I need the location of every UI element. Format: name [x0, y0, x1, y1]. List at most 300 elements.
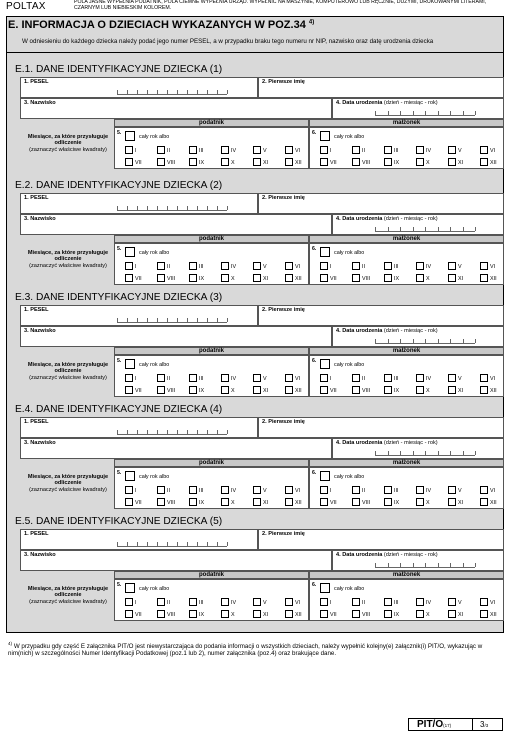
- surname-field[interactable]: [20, 98, 332, 119]
- month-checkbox[interactable]: [253, 386, 261, 394]
- digit-tick: [450, 227, 451, 231]
- month-checkbox[interactable]: [416, 610, 424, 618]
- digit-tick: [197, 318, 198, 322]
- month-checkbox[interactable]: [384, 274, 392, 282]
- whole-year-checkbox[interactable]: [320, 471, 330, 481]
- month-checkbox[interactable]: [189, 386, 197, 394]
- podatnik-months: [114, 579, 309, 621]
- digit-tick: [388, 563, 389, 567]
- month-checkbox[interactable]: [416, 158, 424, 166]
- month-checkbox[interactable]: [384, 486, 392, 494]
- first-name-label: 2. Pierwsze imię: [262, 307, 305, 313]
- digit-tick: [450, 563, 451, 567]
- month-label: V: [458, 600, 462, 606]
- digit-tick: [117, 318, 118, 322]
- digit-tick: [475, 227, 476, 231]
- month-checkbox[interactable]: [285, 146, 293, 154]
- month-label: III: [199, 488, 204, 494]
- month-checkbox[interactable]: [253, 262, 261, 270]
- digit-tick: [117, 542, 118, 546]
- podatnik-header: podatnik: [114, 347, 309, 355]
- whole-year-label: cały rok albo: [334, 362, 365, 368]
- surname-label: 3. Nazwisko: [24, 100, 56, 106]
- malzonek-months: [309, 467, 504, 509]
- month-checkbox[interactable]: [416, 598, 424, 606]
- month-label: VII: [135, 500, 142, 506]
- months-row-second-half: [310, 273, 505, 283]
- digit-tick: [137, 90, 138, 94]
- month-checkbox[interactable]: [253, 274, 261, 282]
- month-checkbox[interactable]: [320, 610, 328, 618]
- month-checkbox[interactable]: [189, 374, 197, 382]
- month-checkbox[interactable]: [253, 598, 261, 606]
- month-checkbox[interactable]: [480, 374, 488, 382]
- month-checkbox[interactable]: [352, 262, 360, 270]
- podatnik-header: podatnik: [114, 571, 309, 579]
- month-checkbox[interactable]: [253, 146, 261, 154]
- months-row-second-half: [310, 157, 505, 167]
- first-name-field[interactable]: [258, 417, 504, 438]
- month-label: VII: [330, 276, 337, 282]
- month-label: I: [330, 600, 332, 606]
- month-label: IV: [231, 600, 237, 606]
- month-label: I: [135, 376, 137, 382]
- month-label: XII: [295, 500, 302, 506]
- first-name-field[interactable]: [258, 77, 504, 98]
- month-checkbox[interactable]: [384, 158, 392, 166]
- month-checkbox[interactable]: [384, 146, 392, 154]
- month-label: XII: [490, 388, 497, 394]
- child-block-2: [6, 180, 504, 289]
- month-label: IX: [199, 276, 205, 282]
- month-checkbox[interactable]: [157, 158, 165, 166]
- podatnik-months: [114, 127, 309, 169]
- month-checkbox[interactable]: [416, 146, 424, 154]
- pesel-field[interactable]: [20, 193, 258, 214]
- month-checkbox[interactable]: [384, 386, 392, 394]
- digit-tick: [375, 111, 376, 115]
- month-label: I: [330, 148, 332, 154]
- digit-tick: [167, 206, 168, 210]
- digit-tick: [450, 111, 451, 115]
- month-checkbox[interactable]: [253, 158, 261, 166]
- month-checkbox[interactable]: [125, 386, 133, 394]
- month-label: III: [199, 148, 204, 154]
- month-checkbox[interactable]: [352, 610, 360, 618]
- month-label: III: [394, 600, 399, 606]
- digit-tick: [227, 206, 228, 210]
- form-name: PIT/O(17): [417, 719, 452, 730]
- digit-tick: [388, 227, 389, 231]
- month-label: X: [426, 388, 430, 394]
- month-checkbox[interactable]: [352, 374, 360, 382]
- birth-date-field[interactable]: [332, 98, 504, 119]
- month-checkbox[interactable]: [253, 486, 261, 494]
- first-name-field[interactable]: [258, 529, 504, 550]
- months-label: Miesiące, za które przysługuje odliczenie (zaznaczyć właściwe kwadraty): [27, 586, 109, 605]
- month-checkbox[interactable]: [448, 610, 456, 618]
- month-label: III: [394, 488, 399, 494]
- whole-year-checkbox[interactable]: [320, 583, 330, 593]
- child-title: E.3. DANE IDENTYFIKACYJNE DZIECKA (3): [15, 292, 223, 303]
- months-row-first-half: [115, 597, 310, 607]
- month-label: IV: [426, 148, 432, 154]
- pesel-label: 1. PESEL: [24, 79, 49, 85]
- birth-date-label: 4. Data urodzenia (dzień - miesiąc - rok): [336, 216, 438, 222]
- month-checkbox[interactable]: [352, 598, 360, 606]
- month-label: X: [231, 500, 235, 506]
- month-checkbox[interactable]: [320, 262, 328, 270]
- month-checkbox[interactable]: [285, 158, 293, 166]
- surname-field[interactable]: [20, 326, 332, 347]
- month-checkbox[interactable]: [480, 486, 488, 494]
- month-checkbox[interactable]: [416, 498, 424, 506]
- malzonek-header: małżonek: [309, 571, 504, 579]
- whole-year-checkbox[interactable]: [125, 359, 135, 369]
- field-6-number: 6.: [312, 130, 317, 136]
- whole-year-label: cały rok albo: [334, 474, 365, 480]
- month-checkbox[interactable]: [416, 386, 424, 394]
- month-checkbox[interactable]: [189, 274, 197, 282]
- field-5-number: 5.: [117, 130, 122, 136]
- digit-tick: [463, 451, 464, 455]
- month-checkbox[interactable]: [125, 498, 133, 506]
- birth-date-label: 4. Data urodzenia (dzień - miesiąc - rok): [336, 328, 438, 334]
- month-checkbox[interactable]: [320, 598, 328, 606]
- month-checkbox[interactable]: [416, 274, 424, 282]
- month-label: XII: [490, 612, 497, 618]
- month-checkbox[interactable]: [157, 146, 165, 154]
- month-label: I: [330, 376, 332, 382]
- month-checkbox[interactable]: [384, 598, 392, 606]
- month-checkbox[interactable]: [384, 374, 392, 382]
- digit-tick: [463, 111, 464, 115]
- month-checkbox[interactable]: [189, 610, 197, 618]
- month-checkbox[interactable]: [448, 274, 456, 282]
- months-row-first-half: [310, 597, 505, 607]
- digit-tick: [177, 206, 178, 210]
- pesel-label: 1. PESEL: [24, 195, 49, 201]
- month-checkbox[interactable]: [157, 498, 165, 506]
- digit-tick: [127, 430, 128, 434]
- month-checkbox[interactable]: [448, 146, 456, 154]
- month-checkbox[interactable]: [320, 386, 328, 394]
- month-checkbox[interactable]: [189, 598, 197, 606]
- month-checkbox[interactable]: [221, 610, 229, 618]
- month-checkbox[interactable]: [384, 262, 392, 270]
- month-checkbox[interactable]: [285, 486, 293, 494]
- birth-date-label: 4. Data urodzenia (dzień - miesiąc - rok): [336, 440, 438, 446]
- month-label: IV: [426, 376, 432, 382]
- month-checkbox[interactable]: [416, 262, 424, 270]
- month-checkbox[interactable]: [320, 146, 328, 154]
- month-label: I: [330, 488, 332, 494]
- digit-tick: [438, 111, 439, 115]
- month-checkbox[interactable]: [125, 598, 133, 606]
- month-checkbox[interactable]: [157, 262, 165, 270]
- month-checkbox[interactable]: [448, 598, 456, 606]
- birth-date-field[interactable]: [332, 438, 504, 459]
- month-checkbox[interactable]: [253, 610, 261, 618]
- month-checkbox[interactable]: [221, 158, 229, 166]
- month-checkbox[interactable]: [189, 486, 197, 494]
- month-label: XII: [490, 276, 497, 282]
- month-checkbox[interactable]: [416, 486, 424, 494]
- digit-tick: [187, 90, 188, 94]
- month-checkbox[interactable]: [221, 146, 229, 154]
- digit-tick: [157, 542, 158, 546]
- whole-year-label: cały rok albo: [139, 586, 170, 592]
- month-checkbox[interactable]: [480, 274, 488, 282]
- surname-field[interactable]: [20, 214, 332, 235]
- month-checkbox[interactable]: [384, 498, 392, 506]
- month-checkbox[interactable]: [352, 146, 360, 154]
- month-checkbox[interactable]: [125, 610, 133, 618]
- podatnik-header: podatnik: [114, 235, 309, 243]
- digit-tick: [157, 430, 158, 434]
- month-label: III: [394, 148, 399, 154]
- month-label: IX: [199, 500, 205, 506]
- malzonek-header: małżonek: [309, 459, 504, 467]
- month-checkbox[interactable]: [157, 374, 165, 382]
- month-label: II: [167, 376, 170, 382]
- month-checkbox[interactable]: [285, 498, 293, 506]
- month-label: IX: [199, 388, 205, 394]
- month-label: XII: [295, 612, 302, 618]
- month-label: V: [263, 264, 267, 270]
- whole-year-checkbox[interactable]: [320, 247, 330, 257]
- digit-tick: [137, 430, 138, 434]
- month-checkbox[interactable]: [320, 158, 328, 166]
- month-checkbox[interactable]: [253, 374, 261, 382]
- month-label: XI: [263, 500, 269, 506]
- digit-tick: [157, 206, 158, 210]
- month-label: VIII: [167, 500, 176, 506]
- month-label: XI: [263, 388, 269, 394]
- month-label: V: [458, 488, 462, 494]
- month-checkbox[interactable]: [320, 486, 328, 494]
- month-checkbox[interactable]: [448, 158, 456, 166]
- months-row-first-half: [310, 261, 505, 271]
- first-name-field[interactable]: [258, 193, 504, 214]
- month-label: VI: [490, 600, 496, 606]
- month-label: X: [231, 160, 235, 166]
- month-checkbox[interactable]: [157, 598, 165, 606]
- month-checkbox[interactable]: [352, 158, 360, 166]
- month-checkbox[interactable]: [480, 610, 488, 618]
- month-checkbox[interactable]: [221, 374, 229, 382]
- birth-date-marks: [375, 563, 475, 568]
- month-checkbox[interactable]: [285, 374, 293, 382]
- pesel-field[interactable]: [20, 417, 258, 438]
- birth-date-field[interactable]: [332, 550, 504, 571]
- month-label: VII: [135, 276, 142, 282]
- months-label: Miesiące, za które przysługuje odliczenie (zaznaczyć właściwe kwadraty): [27, 250, 109, 269]
- month-checkbox[interactable]: [221, 598, 229, 606]
- field-6-number: 6.: [312, 358, 317, 364]
- top-bar: [0, 0, 510, 16]
- whole-year-checkbox[interactable]: [125, 583, 135, 593]
- month-checkbox[interactable]: [320, 374, 328, 382]
- month-label: II: [362, 264, 365, 270]
- month-label: XI: [458, 276, 464, 282]
- pesel-field[interactable]: [20, 529, 258, 550]
- month-checkbox[interactable]: [448, 262, 456, 270]
- surname-field[interactable]: [20, 438, 332, 459]
- month-checkbox[interactable]: [125, 158, 133, 166]
- digit-tick: [463, 339, 464, 343]
- month-checkbox[interactable]: [221, 498, 229, 506]
- digit-tick: [147, 430, 148, 434]
- digit-tick: [425, 339, 426, 343]
- digit-tick: [425, 563, 426, 567]
- month-label: I: [330, 264, 332, 270]
- birth-date-marks: [375, 451, 475, 456]
- digit-tick: [167, 542, 168, 546]
- month-checkbox[interactable]: [352, 386, 360, 394]
- month-checkbox[interactable]: [157, 386, 165, 394]
- month-label: IV: [231, 264, 237, 270]
- month-checkbox[interactable]: [125, 262, 133, 270]
- month-checkbox[interactable]: [320, 274, 328, 282]
- pesel-field[interactable]: [20, 305, 258, 326]
- month-checkbox[interactable]: [352, 486, 360, 494]
- whole-year-checkbox[interactable]: [320, 359, 330, 369]
- field-6-number: 6.: [312, 246, 317, 252]
- digit-tick: [117, 206, 118, 210]
- month-checkbox[interactable]: [448, 498, 456, 506]
- month-checkbox[interactable]: [189, 498, 197, 506]
- pesel-field[interactable]: [20, 77, 258, 98]
- months-row-second-half: [310, 385, 505, 395]
- podatnik-months: [114, 467, 309, 509]
- month-label: X: [231, 388, 235, 394]
- month-checkbox[interactable]: [157, 274, 165, 282]
- digit-tick: [425, 451, 426, 455]
- month-checkbox[interactable]: [384, 610, 392, 618]
- month-checkbox[interactable]: [189, 158, 197, 166]
- month-label: XI: [458, 160, 464, 166]
- malzonek-months: [309, 579, 504, 621]
- whole-year-label: cały rok albo: [139, 362, 170, 368]
- month-checkbox[interactable]: [448, 486, 456, 494]
- surname-field[interactable]: [20, 550, 332, 571]
- months-row-first-half: [310, 145, 505, 155]
- month-label: III: [199, 264, 204, 270]
- month-checkbox[interactable]: [480, 262, 488, 270]
- field-6-number: 6.: [312, 582, 317, 588]
- months-row-second-half: [310, 497, 505, 507]
- month-checkbox[interactable]: [189, 262, 197, 270]
- month-label: III: [394, 376, 399, 382]
- month-checkbox[interactable]: [352, 498, 360, 506]
- digit-tick: [475, 111, 476, 115]
- digit-tick: [425, 111, 426, 115]
- child-title: E.5. DANE IDENTYFIKACYJNE DZIECKA (5): [15, 516, 223, 527]
- month-checkbox[interactable]: [480, 498, 488, 506]
- month-label: XI: [263, 276, 269, 282]
- month-checkbox[interactable]: [285, 274, 293, 282]
- digit-tick: [127, 206, 128, 210]
- field-5-number: 5.: [117, 582, 122, 588]
- whole-year-label: cały rok albo: [139, 250, 170, 256]
- month-checkbox[interactable]: [285, 598, 293, 606]
- digit-tick: [187, 542, 188, 546]
- month-checkbox[interactable]: [416, 374, 424, 382]
- whole-year-checkbox[interactable]: [125, 131, 135, 141]
- month-checkbox[interactable]: [221, 386, 229, 394]
- digit-tick: [197, 542, 198, 546]
- first-name-field[interactable]: [258, 305, 504, 326]
- month-checkbox[interactable]: [125, 146, 133, 154]
- month-checkbox[interactable]: [320, 498, 328, 506]
- first-name-label: 2. Pierwsze imię: [262, 419, 305, 425]
- month-checkbox[interactable]: [285, 262, 293, 270]
- month-label: IV: [426, 600, 432, 606]
- digit-tick: [475, 563, 476, 567]
- month-checkbox[interactable]: [253, 498, 261, 506]
- month-checkbox[interactable]: [157, 610, 165, 618]
- digit-tick: [197, 90, 198, 94]
- month-label: VII: [330, 388, 337, 394]
- whole-year-checkbox[interactable]: [125, 247, 135, 257]
- digit-tick: [127, 318, 128, 322]
- month-checkbox[interactable]: [221, 486, 229, 494]
- month-label: III: [394, 264, 399, 270]
- months-row-second-half: [115, 497, 310, 507]
- month-checkbox[interactable]: [221, 262, 229, 270]
- month-checkbox[interactable]: [125, 486, 133, 494]
- month-checkbox[interactable]: [285, 386, 293, 394]
- pesel-digit-marks: [117, 542, 227, 547]
- month-checkbox[interactable]: [125, 274, 133, 282]
- month-label: X: [231, 612, 235, 618]
- month-checkbox[interactable]: [189, 146, 197, 154]
- month-label: VI: [295, 600, 301, 606]
- month-checkbox[interactable]: [352, 274, 360, 282]
- month-label: VIII: [167, 388, 176, 394]
- whole-year-checkbox[interactable]: [320, 131, 330, 141]
- month-checkbox[interactable]: [480, 146, 488, 154]
- month-checkbox[interactable]: [125, 374, 133, 382]
- digit-tick: [375, 339, 376, 343]
- digit-tick: [227, 90, 228, 94]
- digit-tick: [157, 90, 158, 94]
- whole-year-checkbox[interactable]: [125, 471, 135, 481]
- digit-tick: [137, 542, 138, 546]
- malzonek-months: [309, 243, 504, 285]
- birth-date-field[interactable]: [332, 326, 504, 347]
- month-checkbox[interactable]: [157, 486, 165, 494]
- month-checkbox[interactable]: [480, 598, 488, 606]
- month-checkbox[interactable]: [480, 158, 488, 166]
- month-checkbox[interactable]: [285, 610, 293, 618]
- digit-tick: [463, 563, 464, 567]
- month-checkbox[interactable]: [448, 374, 456, 382]
- month-label: IX: [394, 160, 400, 166]
- month-label: IV: [231, 376, 237, 382]
- months-label: Miesiące, za które przysługuje odliczenie (zaznaczyć właściwe kwadraty): [27, 134, 109, 153]
- surname-label: 3. Nazwisko: [24, 216, 56, 222]
- birth-date-field[interactable]: [332, 214, 504, 235]
- month-checkbox[interactable]: [480, 386, 488, 394]
- instructions-note: POLA JASNE WYPEŁNIA PODATNIK, POLA CIEMNE WYPEŁNIA URZĄD. WYPEŁNIĆ NA MASZYNIE, KOMPUTEROWO LUB RĘCZNIE, DUŻYMI, DRUKOWANYMI LITERAMI, CZARNYM LUB NIEBIESKIM KOLOREM.: [74, 0, 487, 11]
- month-checkbox[interactable]: [221, 274, 229, 282]
- month-checkbox[interactable]: [448, 386, 456, 394]
- months-label: Miesiące, za które przysługuje odliczenie (zaznaczyć właściwe kwadraty): [27, 362, 109, 381]
- child-block-5: [6, 516, 504, 625]
- malzonek-months: [309, 127, 504, 169]
